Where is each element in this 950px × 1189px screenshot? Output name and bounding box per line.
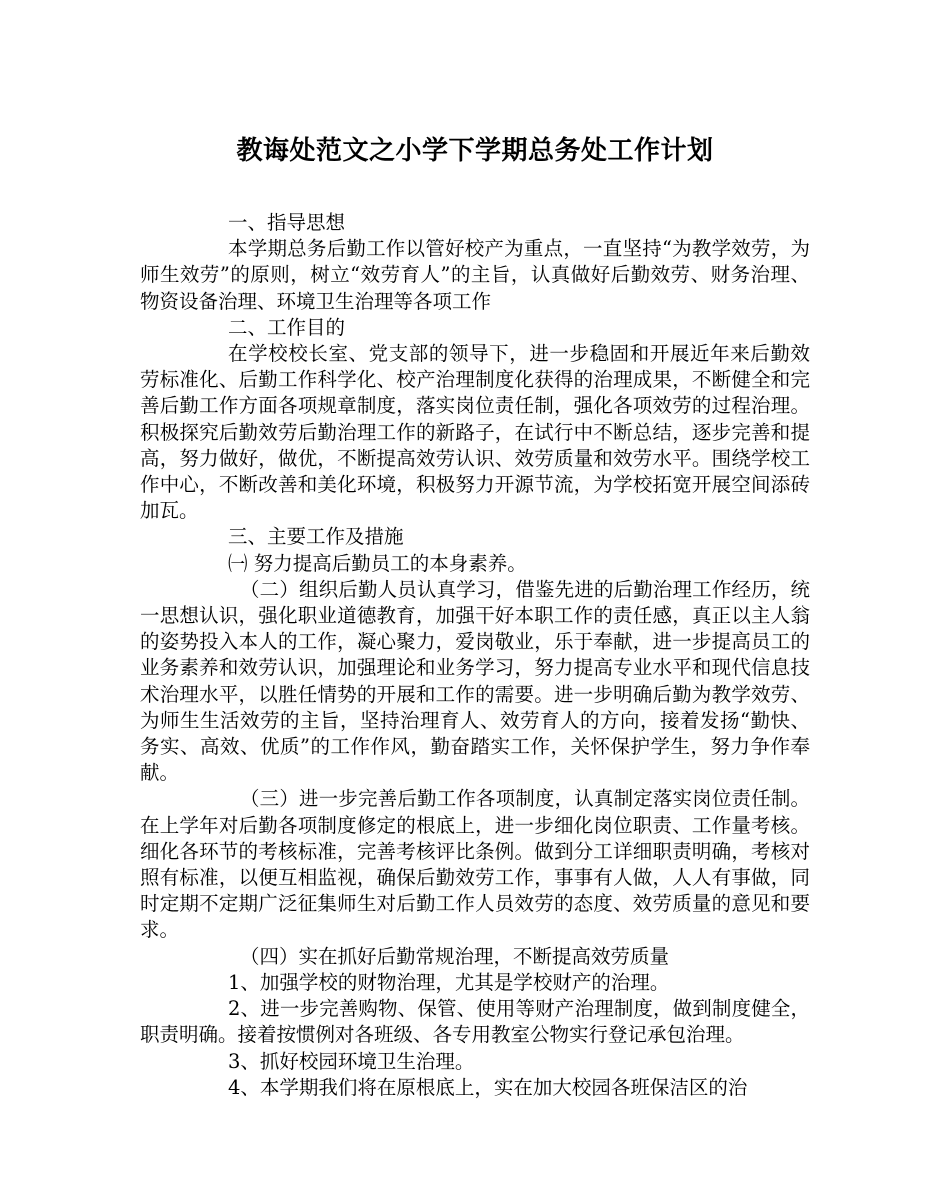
item-two: （二）组织后勤人员认真学习，借鉴先进的后勤治理工作经历，统一思想认识，强化职业道德教育，加强干好本职工作的责任感，真正以主人翁的姿势投入本人的工作，凝心聚力，爱岗敬业，乐于奉献，进一步提高员工的业务素养和效劳认识，加强理论和业务学习，努力提高专业水平和现代信息技术治理水平，以胜任情势的开展和工作的需要。进一步明确后勤为教学效劳、为师生生活效劳的主旨，坚持治理育人、效劳育人的方向，接着发扬“勤快、务实、高效、优质”的工作作风，勤奋踏实工作，关怀保护学生，努力争作奉献。 <box>140 577 810 785</box>
item-three: （三）进一步完善后勤工作各项制度，认真制定落实岗位责任制。在上学年对后勤各项制度修定的根底上，进一步细化岗位职责、工作量考核。细化各环节的考核标准，完善考核评比条例。做到分工详细职责明确，考核对照有标准，以便互相监视，确保后勤效劳工作，事事有人做，人人有事做，同时定期不定期广泛征集师生对后勤工作人员效劳的态度、效劳质量的意见和要求。 <box>140 787 810 942</box>
document-title: 教诲处范文之小学下学期总务处工作计划 <box>236 136 714 166</box>
item-four: （四）实在抓好后勤常规治理，不断提高效劳质量 <box>240 944 670 968</box>
document-body <box>140 210 810 1101</box>
sub-item-2: 2、进一步完善购物、保管、使用等财产治理制度，做到制度健全，职责明确。接着按惯例对各班级、各专用教室公物实行登记承包治理。 <box>140 997 810 1047</box>
item-one: ㈠ 努力提高后勤员工的本身素养。 <box>228 551 527 575</box>
section-heading-work-goals: 二、工作目的 <box>228 315 346 339</box>
sub-item-3: 3、抓好校园环境卫生治理。 <box>228 1049 475 1073</box>
paragraph-guiding-ideology: 本学期总务后勤工作以管好校产为重点，一直坚持“为教学效劳，为师生效劳”的原则，树立“效劳育人”的主旨，认真做好后勤效劳、财务治理、物资设备治理、环境卫生治理等各项工作 <box>140 237 810 313</box>
paragraph-work-goals: 在学校校长室、党支部的领导下，进一步稳固和开展近年来后勤效劳标准化、后勤工作科学化、校产治理制度化获得的治理成果，不断健全和完善后勤工作方面各项规章制度，落实岗位责任制，强化各项效劳的过程治理。积极探究后勤效劳后勤治理工作的新路子，在试行中不断总结，逐步完善和提高，努力做好，做优，不断提高效劳认识、效劳质量和效劳水平。围绕学校工作中心，不断改善和美化环境，积极努力开源节流，为学校拓宽开展空间添砖加瓦。 <box>140 342 810 523</box>
section-heading-guiding-ideology: 一、指导思想 <box>228 211 346 234</box>
sub-item-4: 4、本学期我们将在原根底上，实在加大校园各班保洁区的治 <box>228 1075 748 1099</box>
sub-item-1: 1、加强学校的财物治理，尤其是学校财产的治理。 <box>228 970 670 994</box>
section-heading-main-work: 三、主要工作及措施 <box>228 525 404 549</box>
